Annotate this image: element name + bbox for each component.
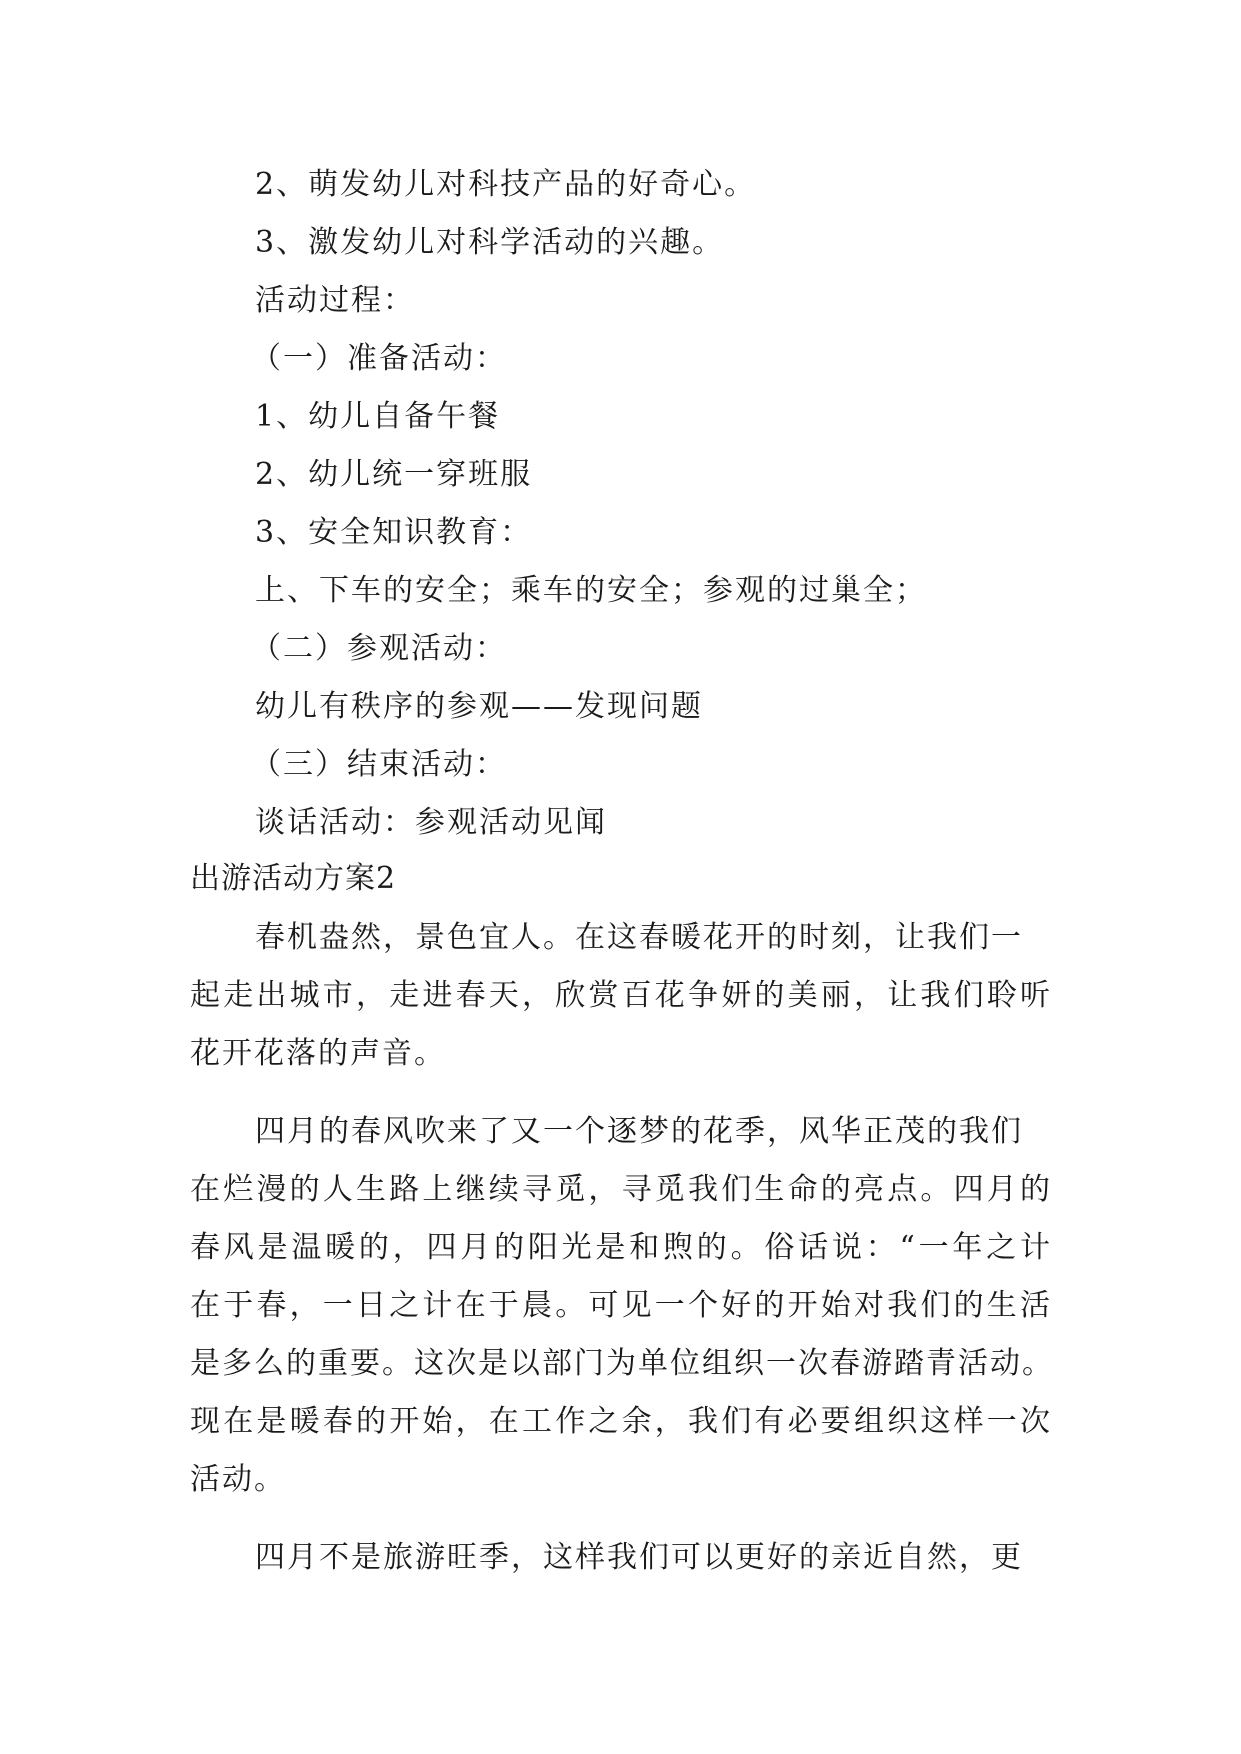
text-line-end-detail: 谈话活动：参观活动见闻 <box>255 805 607 840</box>
paragraph-line: 四月的春风吹来了又一个逐梦的花季，风华正茂的我们 <box>255 1114 1023 1149</box>
paragraph-line: 是多么的重要。这次是以部门为单位组织一次春游踏青活动。 <box>190 1346 1054 1381</box>
paragraph-line: 在烂漫的人生路上继续寻觅，寻觅我们生命的亮点。四月的 <box>190 1172 1052 1207</box>
text-line-visit-detail: 幼儿有秩序的参观——发现问题 <box>255 689 703 724</box>
paragraph-line: 在于春，一日之计在于晨。可见一个好的开始对我们的生活 <box>190 1288 1052 1323</box>
paragraph-line: 现在是暖春的开始，在工作之余，我们有必要组织这样一次 <box>190 1404 1052 1439</box>
paragraph-line: 春机盎然，景色宜人。在这春暖花开的时刻，让我们一 <box>255 920 1023 955</box>
text-line-process-heading: 活动过程： <box>255 283 415 318</box>
paragraph-line: 四月不是旅游旺季，这样我们可以更好的亲近自然，更 <box>255 1540 1023 1575</box>
text-line-prep-3: 3、安全知识教育： <box>255 515 533 550</box>
text-line-safety-items: 上、下车的安全；乘车的安全；参观的过巢全； <box>255 573 927 608</box>
text-line-objective-2: 2、萌发幼儿对科技产品的好奇心。 <box>255 167 757 202</box>
text-line-prep-2: 2、幼儿统一穿班服 <box>255 457 533 492</box>
section-title: 出游活动方案2 <box>190 861 397 896</box>
text-line-prep-1: 1、幼儿自备午餐 <box>255 399 501 434</box>
text-line-prep-heading: （一）准备活动： <box>251 341 507 376</box>
text-line-objective-3: 3、激发幼儿对科学活动的兴趣。 <box>255 225 725 260</box>
paragraph-line: 花开花落的声音。 <box>190 1036 446 1071</box>
text-line-visit-heading: （二）参观活动： <box>251 631 507 666</box>
paragraph-line: 活动。 <box>190 1462 286 1497</box>
paragraph-line: 起走出城市，走进春天，欣赏百花争妍的美丽，让我们聆听 <box>190 978 1052 1013</box>
paragraph-line: 春风是温暖的，四月的阳光是和煦的。俗话说：“一年之计 <box>190 1230 1052 1265</box>
text-line-end-heading: （三）结束活动： <box>251 747 507 782</box>
